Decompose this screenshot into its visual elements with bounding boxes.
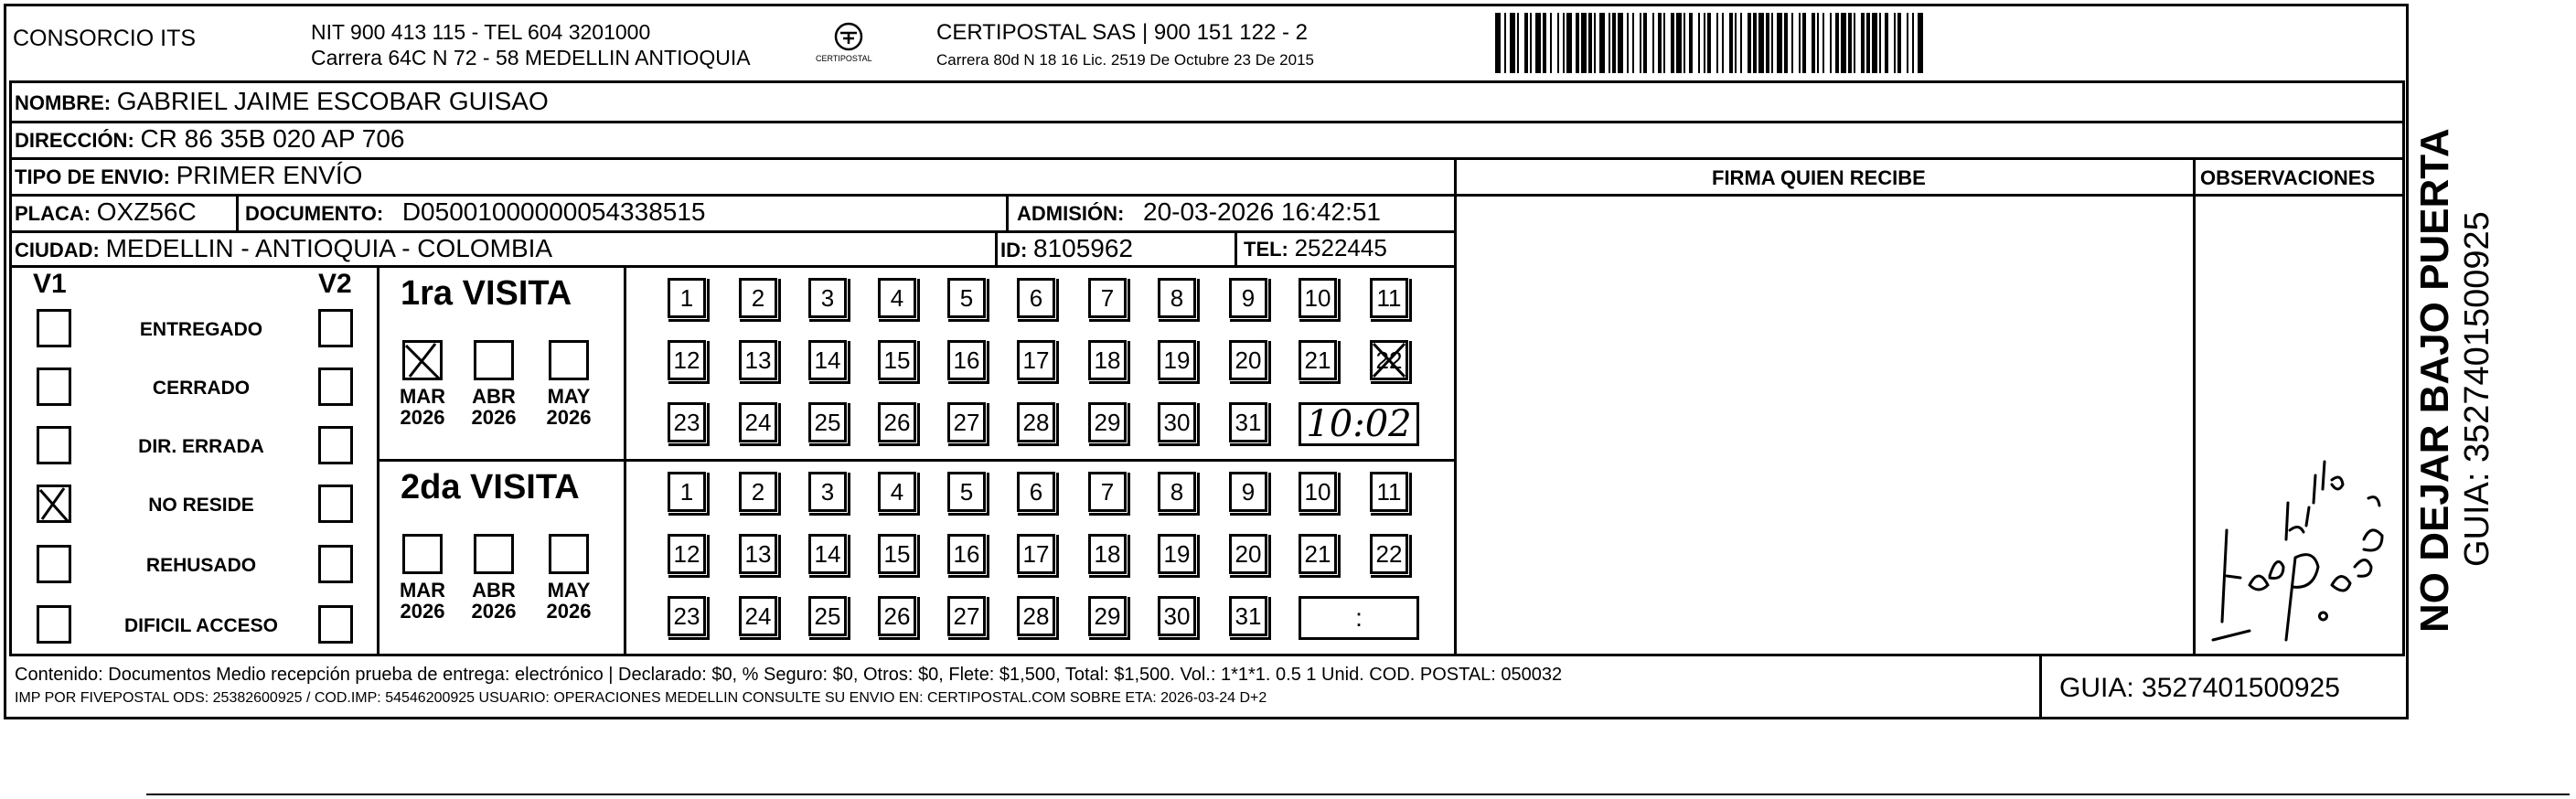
v2-checkbox[interactable]: [318, 309, 353, 347]
tel-label: TEL:: [1244, 238, 1288, 261]
visit-time-box[interactable]: [1299, 402, 1419, 446]
visit-time-box[interactable]: [1299, 596, 1419, 640]
month-name: MAR: [399, 385, 446, 408]
day-number: 18: [1094, 540, 1121, 568]
ciudad-value: MEDELLIN - ANTIOQUIA - COLOMBIA: [105, 234, 553, 262]
v2-checkbox[interactable]: [318, 368, 353, 406]
day-box[interactable]: [668, 278, 706, 318]
tipo-row: [15, 163, 362, 188]
month-name: MAY: [547, 385, 591, 408]
day-number: 1: [679, 478, 694, 506]
day-box[interactable]: [947, 472, 986, 512]
month-checkbox[interactable]: [474, 534, 514, 574]
day-box[interactable]: [1088, 596, 1127, 636]
tel-row: [1244, 236, 1387, 261]
day-number: 1: [679, 284, 694, 312]
day-box[interactable]: [1299, 534, 1337, 574]
day-box[interactable]: [739, 596, 777, 636]
day-box[interactable]: [1299, 278, 1337, 318]
status-label: DIFICIL ACCESO: [123, 615, 278, 636]
day-number: 3: [820, 284, 835, 312]
recipient-block: [9, 80, 2405, 656]
firma-header: FIRMA QUIEN RECIBE: [1712, 166, 1926, 189]
day-number: 20: [1235, 540, 1262, 568]
month-checkbox[interactable]: [549, 534, 589, 574]
month-year: 2026: [471, 406, 517, 430]
footer-impresion: IMP POR FIVEPOSTAL ODS: 25382600925 / COD.IMP: 54546200925 USUARIO: OPERACIONES MEDELLIN CONSULTE SU ENVIO EN: CERTIPOSTAL.COM SOBRE ETA: 2026-03-24 D+2: [15, 690, 1267, 706]
day-number: 27: [953, 409, 980, 436]
day-box[interactable]: [668, 472, 706, 512]
day-box[interactable]: [1299, 472, 1337, 512]
day-number: 21: [1304, 540, 1331, 568]
day-number: 23: [673, 602, 700, 630]
day-number: 19: [1163, 540, 1191, 568]
day-box[interactable]: [1370, 278, 1408, 318]
v2-checkbox[interactable]: [318, 485, 353, 523]
placa-value: OXZ56C: [96, 197, 197, 226]
day-number: 2: [751, 478, 765, 506]
v1-checkbox[interactable]: [37, 605, 71, 644]
company-address: Carrera 64C N 72 - 58 MEDELLIN ANTIOQUIA: [311, 46, 751, 69]
v1-checkbox[interactable]: [37, 368, 71, 406]
day-number: 31: [1235, 409, 1262, 436]
month-checkbox[interactable]: [474, 340, 514, 380]
day-box[interactable]: [668, 534, 706, 574]
day-box[interactable]: [808, 402, 847, 442]
day-number: 31: [1235, 602, 1262, 630]
day-box[interactable]: [878, 278, 916, 318]
day-box[interactable]: [1088, 534, 1127, 574]
day-number: 7: [1100, 478, 1115, 506]
direccion-row: [15, 126, 405, 152]
month-checkbox[interactable]: [402, 340, 443, 380]
day-number: 28: [1022, 602, 1050, 630]
day-number: 5: [959, 284, 974, 312]
status-label: CERRADO: [152, 378, 251, 399]
day-number: 9: [1241, 284, 1256, 312]
nombre-row: [15, 89, 549, 114]
day-number: 25: [814, 602, 841, 630]
day-number: 23: [673, 409, 700, 436]
day-box[interactable]: [668, 596, 706, 636]
v2-checkbox[interactable]: [318, 545, 353, 583]
month-label: [395, 386, 450, 428]
nombre-label: NOMBRE:: [15, 91, 112, 114]
month-year: 2026: [546, 600, 592, 623]
month-name: ABR: [472, 579, 516, 602]
day-box[interactable]: [1299, 340, 1337, 380]
admision-label: ADMISIÓN:: [1017, 202, 1125, 225]
carrier-name: CERTIPOSTAL SAS | 900 151 122 - 2: [936, 20, 1308, 45]
day-box[interactable]: [947, 534, 986, 574]
day-box[interactable]: [1229, 402, 1267, 442]
month-label: [541, 386, 596, 428]
footer-guia: GUIA: 3527401500925: [2059, 673, 2340, 703]
day-box[interactable]: [1017, 596, 1055, 636]
day-number: 26: [883, 602, 911, 630]
id-label: ID:: [1000, 239, 1028, 261]
day-box[interactable]: [1088, 402, 1127, 442]
status-label: REHUSADO: [145, 555, 257, 576]
month-name: MAY: [547, 579, 591, 602]
v2-checkbox[interactable]: [318, 605, 353, 644]
day-number: 8: [1170, 478, 1184, 506]
footer-contenido: Contenido: Documentos Medio recepción prueba de entrega: electrónico | Declarado: $0, % Seguro: $0, Otros: $0, Flete: $1,500, Total: $1,500. Vol.: 1*1*1. 0.5 1 Unid. COD. POSTAL: 050032: [15, 665, 1563, 685]
day-number: 22: [1375, 346, 1403, 374]
direccion-label: DIRECCIÓN:: [15, 129, 134, 152]
day-number: 29: [1094, 602, 1121, 630]
documento-value: D05001000000054338515: [401, 197, 706, 226]
nombre-value: GABRIEL JAIME ESCOBAR GUISAO: [116, 87, 549, 115]
day-box[interactable]: [1017, 402, 1055, 442]
side-guia: GUIA: 3527401500925: [2458, 211, 2496, 567]
day-box[interactable]: [668, 340, 706, 380]
v2-checkbox[interactable]: [318, 426, 353, 464]
observaciones-handwriting: [2195, 311, 2396, 649]
month-year: 2026: [400, 406, 445, 430]
day-box[interactable]: [1158, 534, 1196, 574]
day-number: 24: [744, 602, 772, 630]
day-box[interactable]: [1017, 534, 1055, 574]
day-box[interactable]: [947, 596, 986, 636]
month-label: [466, 580, 521, 622]
day-box[interactable]: [1158, 340, 1196, 380]
v1-checkbox[interactable]: [37, 545, 71, 583]
day-number: 30: [1163, 409, 1191, 436]
day-box[interactable]: [1017, 278, 1055, 318]
visit-time-value: 10:02: [1306, 403, 1412, 445]
visit-time-value: :: [1355, 603, 1363, 632]
day-number: 11: [1376, 284, 1402, 312]
day-box[interactable]: [878, 340, 916, 380]
day-number: 14: [814, 540, 841, 568]
tel-value: 2522445: [1294, 234, 1387, 261]
v2-label: V2: [318, 269, 352, 299]
day-box[interactable]: [947, 402, 986, 442]
day-box[interactable]: [1158, 278, 1196, 318]
day-box[interactable]: [1158, 596, 1196, 636]
status-label: NO RESIDE: [148, 495, 254, 516]
documento-label: DOCUMENTO:: [245, 202, 384, 225]
ciudad-label: CIUDAD:: [15, 239, 100, 261]
day-number: 6: [1029, 284, 1043, 312]
day-box[interactable]: [878, 472, 916, 512]
day-box[interactable]: [1370, 472, 1408, 512]
day-number: 13: [744, 346, 772, 374]
month-label: [541, 580, 596, 622]
day-box[interactable]: [739, 340, 777, 380]
day-box[interactable]: [1158, 472, 1196, 512]
day-number: 4: [890, 478, 904, 506]
day-box[interactable]: [1088, 340, 1127, 380]
logo-caption: CERTIPOSTAL: [816, 54, 872, 63]
direccion-value: CR 86 35B 020 AP 706: [140, 124, 405, 153]
day-number: 16: [953, 346, 980, 374]
day-box[interactable]: [808, 596, 847, 636]
v1-checkbox[interactable]: [37, 309, 71, 347]
day-box[interactable]: [739, 402, 777, 442]
day-number: 15: [883, 346, 911, 374]
day-box[interactable]: [1229, 278, 1267, 318]
day-box[interactable]: [668, 402, 706, 442]
day-number: 17: [1022, 346, 1050, 374]
placa-row: [15, 199, 197, 225]
barcode: [1495, 13, 2176, 73]
id-row: [1000, 236, 1133, 261]
day-box[interactable]: [947, 278, 986, 318]
ciudad-row: [15, 236, 552, 261]
day-number: 18: [1094, 346, 1121, 374]
day-number: 12: [673, 540, 700, 568]
day-number: 8: [1170, 284, 1184, 312]
company-name: CONSORCIO ITS: [13, 26, 197, 51]
day-box[interactable]: [878, 596, 916, 636]
month-checkbox[interactable]: [402, 534, 443, 574]
day-number: 7: [1100, 284, 1115, 312]
day-box[interactable]: [808, 278, 847, 318]
month-label: [466, 386, 521, 428]
v1-checkbox[interactable]: [37, 485, 71, 523]
id-value: 8105962: [1033, 234, 1134, 262]
day-box[interactable]: [947, 340, 986, 380]
day-number: 19: [1163, 346, 1191, 374]
day-box[interactable]: [739, 534, 777, 574]
day-number: 21: [1304, 346, 1331, 374]
day-box[interactable]: [1088, 472, 1127, 512]
day-box[interactable]: [739, 278, 777, 318]
month-name: ABR: [472, 385, 516, 408]
day-number: 22: [1375, 540, 1403, 568]
tipo-value: PRIMER ENVÍO: [176, 161, 363, 189]
day-number: 5: [959, 478, 974, 506]
observaciones-header: OBSERVACIONES: [2200, 166, 2376, 189]
day-number: 29: [1094, 409, 1121, 436]
day-number: 26: [883, 409, 911, 436]
day-number: 9: [1241, 478, 1256, 506]
day-number: 24: [744, 409, 772, 436]
day-box[interactable]: [808, 534, 847, 574]
carrier-license: Carrera 80d N 18 16 Lic. 2519 De Octubre 23 De 2015: [936, 51, 1314, 69]
day-number: 10: [1304, 284, 1331, 312]
month-year: 2026: [400, 600, 445, 623]
day-box[interactable]: [808, 472, 847, 512]
side-warning: NO DEJAR BAJO PUERTA: [2412, 128, 2457, 633]
day-number: 13: [744, 540, 772, 568]
month-checkbox[interactable]: [549, 340, 589, 380]
status-label: DIR. ERRADA: [138, 436, 264, 457]
admision-value: 20-03-2026 16:42:51: [1143, 197, 1381, 226]
documento-row: [245, 199, 706, 225]
day-number: 25: [814, 409, 841, 436]
day-number: 15: [883, 540, 911, 568]
visit-title: 1ra VISITA: [401, 274, 572, 313]
day-box[interactable]: [878, 402, 916, 442]
day-number: 6: [1029, 478, 1043, 506]
day-box[interactable]: [1229, 472, 1267, 512]
day-number: 3: [820, 478, 835, 506]
day-number: 16: [953, 540, 980, 568]
certipostal-logo: [812, 18, 885, 69]
day-number: 17: [1022, 540, 1050, 568]
day-box[interactable]: [1229, 596, 1267, 636]
day-box[interactable]: [1229, 534, 1267, 574]
visit-title: 2da VISITA: [401, 468, 580, 506]
day-box[interactable]: [878, 534, 916, 574]
day-box[interactable]: [1370, 534, 1408, 574]
day-number: 12: [673, 346, 700, 374]
day-number: 30: [1163, 602, 1191, 630]
month-label: [395, 580, 450, 622]
status-label: ENTREGADO: [139, 319, 263, 340]
day-number: 4: [890, 284, 904, 312]
day-number: 27: [953, 602, 980, 630]
day-number: 10: [1304, 478, 1331, 506]
day-box[interactable]: [1229, 340, 1267, 380]
placa-label: PLACA:: [15, 202, 91, 225]
day-box[interactable]: [808, 340, 847, 380]
day-number: 14: [814, 346, 841, 374]
month-year: 2026: [471, 600, 517, 623]
month-name: MAR: [399, 579, 446, 602]
day-box[interactable]: [1158, 402, 1196, 442]
v1-checkbox[interactable]: [37, 426, 71, 464]
day-box[interactable]: [1370, 340, 1408, 380]
day-number: 2: [751, 284, 765, 312]
day-box[interactable]: [1088, 278, 1127, 318]
v1-label: V1: [33, 269, 67, 299]
admision-row: [1017, 199, 1381, 225]
month-year: 2026: [546, 406, 592, 430]
day-box[interactable]: [739, 472, 777, 512]
day-number: 11: [1376, 478, 1402, 506]
day-box[interactable]: [1017, 472, 1055, 512]
day-number: 28: [1022, 409, 1050, 436]
company-nit: NIT 900 413 115 - TEL 604 3201000: [311, 20, 651, 44]
day-number: 20: [1235, 346, 1262, 374]
tipo-label: TIPO DE ENVIO:: [15, 165, 170, 188]
day-box[interactable]: [1017, 340, 1055, 380]
